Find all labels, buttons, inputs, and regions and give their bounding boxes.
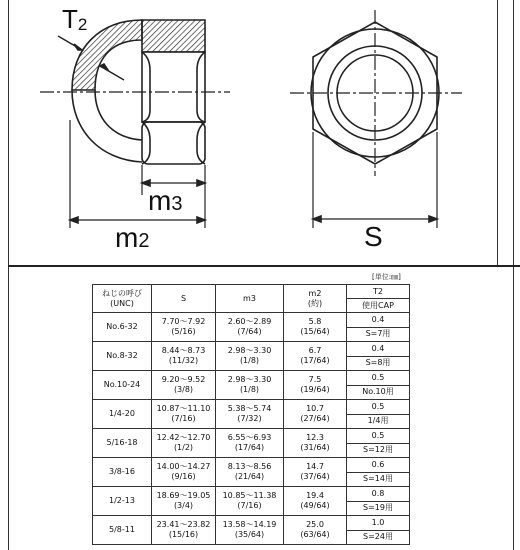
cell-cap: No.10用 bbox=[347, 385, 410, 400]
cap-section-top bbox=[142, 20, 205, 52]
cell-s: 12.42～12.70 (1/2) bbox=[152, 429, 216, 458]
cell-thread: 5/8-11 bbox=[93, 516, 152, 545]
table-row bbox=[93, 342, 410, 357]
cell-t2: 1.0 bbox=[347, 516, 410, 531]
cell-m2: 12.3 (31/64) bbox=[284, 429, 347, 458]
header-t2: T2 bbox=[347, 285, 410, 299]
cell-cap: S=7用 bbox=[347, 327, 410, 342]
label-m2: m2 bbox=[115, 222, 150, 253]
cell-thread: No.6-32 bbox=[93, 313, 152, 342]
sheet-border-left bbox=[8, 0, 9, 265]
spec-table bbox=[92, 284, 410, 545]
cell-s: 8.44～8.73 (11/32) bbox=[152, 342, 216, 371]
hex-body-upper bbox=[142, 52, 205, 122]
header-m3: m3 bbox=[216, 285, 284, 313]
cell-t2: 0.5 bbox=[347, 371, 410, 386]
cell-thread: 5/16-18 bbox=[93, 429, 152, 458]
cell-m3: 2.60～2.89 (7/64) bbox=[216, 313, 284, 342]
cell-t2: 0.8 bbox=[347, 487, 410, 502]
cell-m3: 8.13～8.56 (21/64) bbox=[216, 458, 284, 487]
cell-s: 23.41～23.82 (15/16) bbox=[152, 516, 216, 545]
cell-cap: S=24用 bbox=[347, 530, 410, 545]
cell-m2: 6.7 (17/64) bbox=[284, 342, 347, 371]
cell-s: 7.70～7.92 (5/16) bbox=[152, 313, 216, 342]
cell-m3: 10.85～11.38 (7/16) bbox=[216, 487, 284, 516]
cell-t2: 0.4 bbox=[347, 313, 410, 328]
top-view bbox=[290, 10, 462, 228]
label-m3: m3 bbox=[148, 185, 183, 216]
cell-cap: S=14用 bbox=[347, 472, 410, 487]
cell-thread: 1/2-13 bbox=[93, 487, 152, 516]
cell-t2: 0.6 bbox=[347, 458, 410, 473]
cell-m2: 7.5 (19/64) bbox=[284, 371, 347, 400]
sheet-border-right bbox=[497, 0, 498, 265]
cell-t2: 0.4 bbox=[347, 342, 410, 357]
cell-s: 10.87～11.10 (7/16) bbox=[152, 400, 216, 429]
cell-m3: 5.38～5.74 (7/32) bbox=[216, 400, 284, 429]
header-m2: m2 (約) bbox=[284, 285, 347, 313]
header-cap: 使用CAP bbox=[347, 299, 410, 313]
cell-thread: No.8-32 bbox=[93, 342, 152, 371]
cell-m2: 14.7 (37/64) bbox=[284, 458, 347, 487]
cell-m3: 6.55～6.93 (17/64) bbox=[216, 429, 284, 458]
label-t2: T2 bbox=[62, 4, 88, 34]
cell-s: 9.20～9.52 (3/8) bbox=[152, 371, 216, 400]
header-thread: ねじの呼び (UNC) bbox=[93, 285, 152, 313]
table-row bbox=[93, 516, 410, 531]
cell-s: 14.00～14.27 (9/16) bbox=[152, 458, 216, 487]
cell-m3: 13.58～14.19 (35/64) bbox=[216, 516, 284, 545]
cell-thread: No.10-24 bbox=[93, 371, 152, 400]
side-view bbox=[40, 20, 230, 228]
cell-cap: S=12用 bbox=[347, 443, 410, 458]
cell-s: 18.69～19.05 (3/4) bbox=[152, 487, 216, 516]
table-row bbox=[93, 371, 410, 386]
cell-cap: S=19用 bbox=[347, 501, 410, 516]
cap-nut-drawing bbox=[0, 0, 520, 265]
table-row bbox=[93, 458, 410, 473]
cell-cap: 1/4用 bbox=[347, 414, 410, 429]
cell-t2: 0.5 bbox=[347, 400, 410, 415]
cell-thread: 1/4-20 bbox=[93, 400, 152, 429]
sheet-border-left-lower bbox=[8, 265, 9, 550]
cell-m3: 2.98～3.30 (1/8) bbox=[216, 342, 284, 371]
cell-m3: 2.98～3.30 (1/8) bbox=[216, 371, 284, 400]
cell-m2: 25.0 (63/64) bbox=[284, 516, 347, 545]
cell-m2: 5.8 (15/64) bbox=[284, 313, 347, 342]
section-divider bbox=[8, 265, 520, 267]
cell-m2: 19.4 (49/64) bbox=[284, 487, 347, 516]
cell-t2: 0.5 bbox=[347, 429, 410, 444]
table-row bbox=[93, 487, 410, 502]
cell-thread: 3/8-16 bbox=[93, 458, 152, 487]
table-row bbox=[93, 400, 410, 415]
hex-body-lower bbox=[142, 122, 205, 164]
header-s: S bbox=[152, 285, 216, 313]
table-row bbox=[93, 313, 410, 328]
unit-note: [単位:㎜] bbox=[372, 273, 401, 281]
label-s: S bbox=[364, 221, 383, 252]
cell-cap: S=8用 bbox=[347, 356, 410, 371]
cell-m2: 10.7 (27/64) bbox=[284, 400, 347, 429]
table-row bbox=[93, 429, 410, 444]
sheet-border-right-outer bbox=[513, 0, 514, 550]
